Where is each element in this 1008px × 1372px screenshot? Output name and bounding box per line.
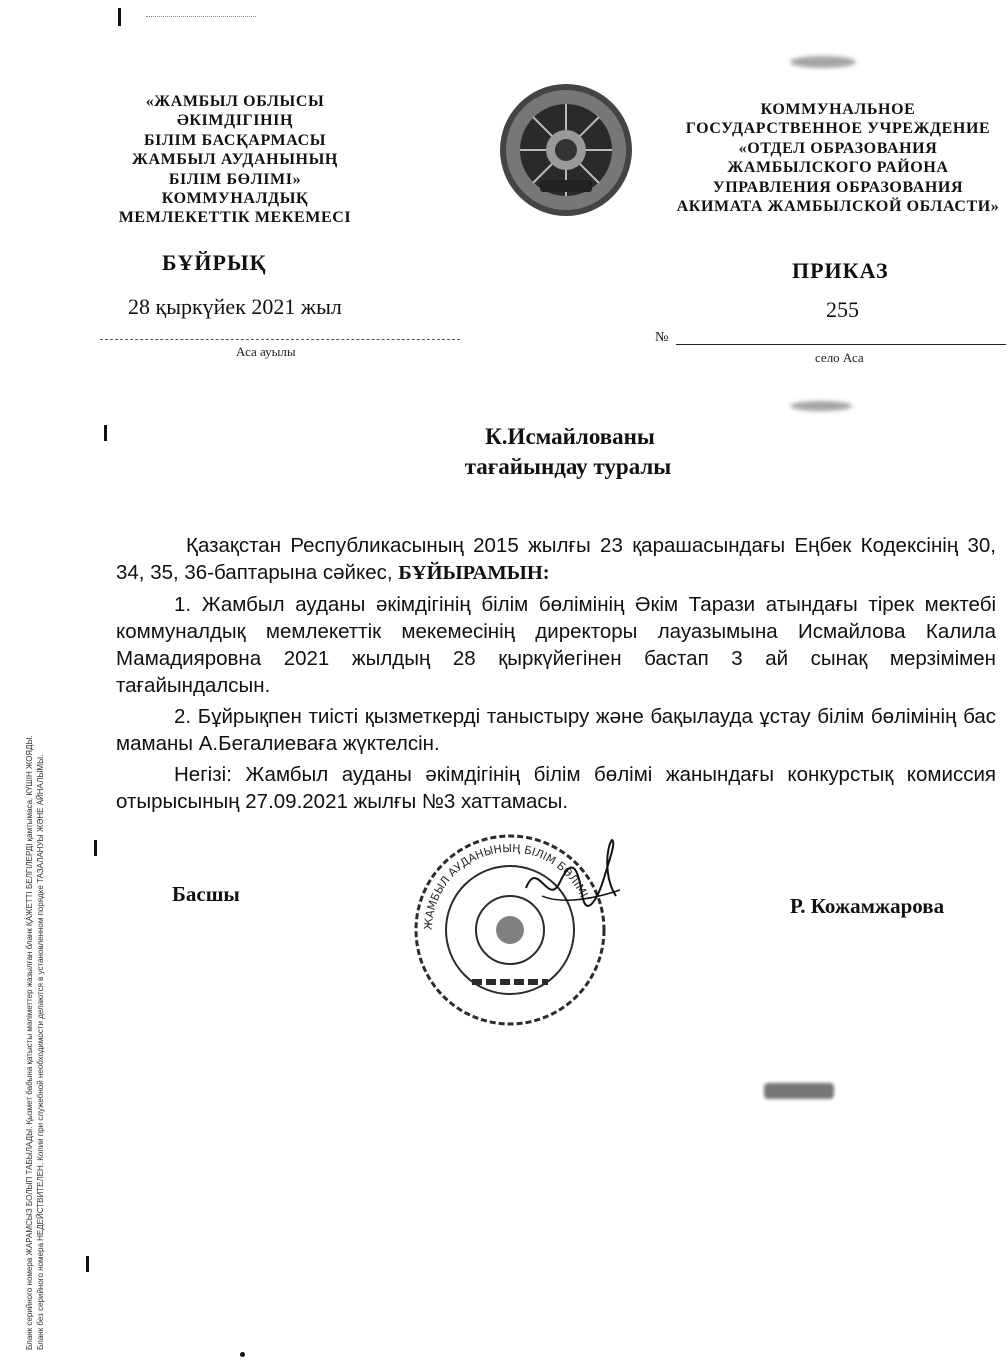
decree-word: БҰЙЫРАМЫН:	[398, 562, 550, 584]
place-ru: село Аса	[815, 350, 864, 365]
order-title	[0, 422, 1008, 482]
item-1: 1. Жамбыл ауданы әкімдігінің білім бөлімінің Әкім Тарази атындағы тірек мектебі коммуналдық мемлекеттік мекемесінің директоры лауазымына Исмайлова Калила Мамадияровна 2021 жылдың 28 қыркүйегінен бастап 3 ай сынақ мерзімімен тағайындалсын.	[116, 593, 996, 697]
header-kz-line: БІЛІМ БӨЛІМІ»	[168, 170, 302, 188]
basis-paragraph: Негізі: Жамбыл ауданы әкімдігінің білім бөлімі жанындағы конкурстық комиссия отырысының 27.09.2021 жылғы №3 хаттамасы.	[116, 763, 996, 813]
scan-mark	[104, 425, 107, 441]
state-emblem-icon	[496, 80, 636, 220]
place-kz: Аса ауылы	[236, 344, 296, 359]
order-body	[116, 532, 996, 819]
order-title-line: тағайындау туралы	[464, 454, 672, 479]
header-ru-line: «ОТДЕЛ ОБРАЗОВАНИЯ	[738, 139, 938, 157]
scan-dot	[240, 1352, 245, 1357]
scan-line	[146, 16, 256, 17]
number-underline	[676, 344, 1006, 345]
handwritten-signature-icon	[520, 838, 630, 918]
order-number: 255	[826, 297, 859, 322]
scan-mark	[94, 840, 97, 856]
scan-smudge	[790, 56, 856, 68]
doc-type-kz: БҰЙРЫҚ	[162, 250, 267, 275]
header-kz-line: МЕМЛЕКЕТТІК МЕКЕМЕСІ	[118, 209, 352, 227]
header-ru-line: ГОСУДАРСТВЕННОЕ УЧРЕЖДЕНИЕ	[685, 120, 991, 138]
header-ru-line: УПРАВЛЕНИЯ ОБРАЗОВАНИЯ	[712, 178, 964, 196]
bottom-scan-smudge	[764, 1083, 834, 1099]
date-underline	[100, 339, 460, 340]
header-kz	[90, 92, 380, 228]
header-kz-line: ЖАМБЫЛ АУДАНЫНЫҢ	[132, 151, 338, 169]
header-kz-line: «ЖАМБЫЛ ОБЛЫСЫ	[145, 93, 325, 110]
intro-text: Қазақстан Республикасының 2015 жылғы 23 қарашасындағы Еңбек Кодексінің 30, 34, 35, 36-баптарына сәйкес,	[116, 534, 996, 584]
order-date: 28 қыркүйек 2021 жыл	[128, 294, 342, 319]
header-kz-line: КОММУНАЛДЫҚ	[161, 190, 309, 208]
header-ru	[668, 100, 1008, 216]
scan-mark	[118, 8, 121, 26]
header-ru-line: КОММУНАЛЬНОЕ	[760, 101, 916, 118]
doc-type-ru: ПРИКАЗ	[792, 258, 889, 283]
scan-mark	[86, 1256, 89, 1272]
header-kz-line: ӘКІМДІГІНІҢ	[176, 112, 294, 130]
margin-note-line: Бланк без серийного номера НЕДЕЙСТВИТЕЛЕН. Копии при служебной необходимости делаются в установленном порядке ТАЗАЛАНУЫ ЖӘНЕ АЙНАЛЫМЫ.	[36, 754, 45, 1350]
header-kz-line: БІЛІМ БАСҚАРМАСЫ	[143, 131, 327, 149]
signatory-name: Р. Кожамжарова	[790, 894, 945, 918]
order-title-line: К.Исмайлованы	[485, 424, 655, 449]
scan-smudge	[790, 401, 852, 411]
header-ru-line: ЖАМБЫЛСКОГО РАЙОНА	[727, 159, 949, 177]
seal-text-path: ЖАМБЫЛ АУДАНЫНЫҢ БІЛІМ БӨЛІМІ	[421, 841, 591, 931]
intro-paragraph	[116, 532, 996, 587]
signatory-title: Басшы	[172, 882, 240, 906]
number-label: №	[655, 330, 669, 345]
header-ru-line: АКИМАТА ЖАМБЫЛСКОЙ ОБЛАСТИ»	[676, 198, 1000, 216]
item-2: 2. Бұйрықпен тиісті қызметкерді таныстыру және бақылауда ұстау білім бөлімінің бас маманы А.Бегалиеваға жүктелсін.	[116, 705, 996, 755]
margin-note-line: Бланк серийного номера ЖАРАМСЫЗ БОЛЫП ТАБЫЛАДЫ. Қызмет бабына қатысты мәліметтер жазылған бланк ҚАЖЕТТІ БЕЛГІЛЕРДІ қамтымаса, КҮШІН ЖОЯДЫ.	[25, 735, 34, 1350]
vertical-margin-note	[24, 450, 46, 1350]
